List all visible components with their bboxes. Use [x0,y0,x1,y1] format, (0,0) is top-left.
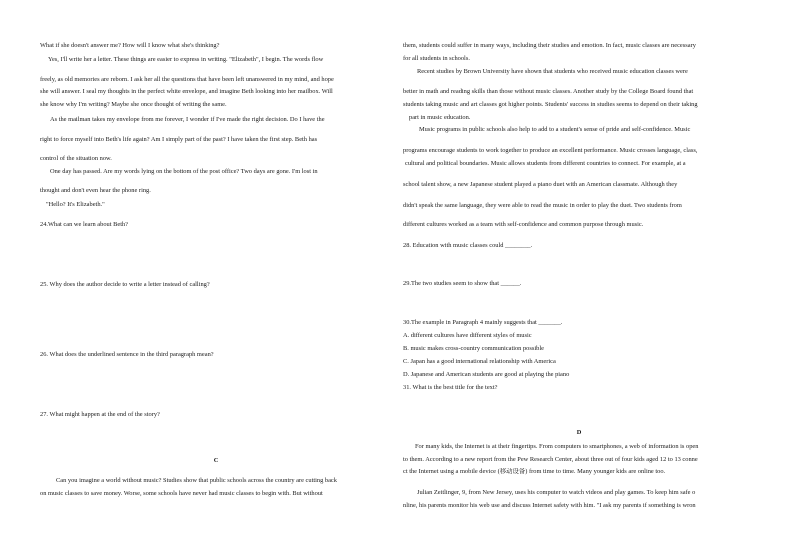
text-line: she will answer. I seal my thoughts in the perfect white envelope, and imagine Beth looking into her mailbox. Will [40,88,333,95]
text-line: better in math and reading skills than those without music classes. Another study by the College Board found that [403,88,694,95]
text-line: she know why I'm writing? Maybe she once thought of writing the same. [40,101,227,108]
text-line: As the mailman takes my envelope from me forever, I wonder if I've made the right decision. Do I have the [50,116,325,123]
question-30: 30.The example in Paragraph 4 mainly suggests that _______. [403,319,563,326]
text-line: students taking music and art classes got higher points. Students' success in studies seems to depend on their taking [403,101,698,108]
text-line: cultural and political boundaries. Music allows students from different countries to connect. For example, at a [405,160,686,167]
section-heading-d: D [576,429,582,436]
question-27: 27. What might happen at the end of the story? [40,411,160,418]
text-line: nline, his parents monitor his web use and discuss Internet safety with him. "I ask my parents if something is wron [403,502,696,509]
section-heading-c: C [213,457,219,464]
text-line: control of the situation now. [40,155,112,162]
text-line: For many kids, the Internet is at their fingertips. From computers to smartphones, a web of information is open [415,443,699,450]
question-31: 31. What is the best title for the text? [403,384,498,391]
text-line: programs encourage students to work together to produce an excellent performance. Music crosses language, class, [403,147,698,154]
text-line: ct the Internet using a mobile device (移动设备) from time to time. Many younger kids are online too. [403,468,666,475]
text-line: "Hello? It's Elizabeth." [46,201,105,208]
question-25: 25. Why does the author decide to write a letter instead of calling? [40,281,210,288]
text-line: Music programs in public schools also help to add to a student's sense of pride and self-confidence. Music [419,126,691,133]
text-line: school talent show, a new Japanese student played a piano duet with an American classmate. Although they [403,181,678,188]
option-c[interactable]: C. Japan has a good international relationship with America [403,358,556,365]
text-line: Recent studies by Brown University have shown that students who received music education classes were [417,68,688,75]
question-26: 26. What does the underlined sentence in the third paragraph mean? [40,351,214,358]
question-29: 29.The two studies seem to show that ______. [403,280,522,287]
question-24: 24.What can we learn about Beth? [40,221,129,228]
text-line: on music classes to save money. Worse, some schools have never had music classes to begin with. But without [40,490,323,497]
text-line: for all students in schools. [403,55,470,62]
option-d[interactable]: D. Japanese and American students are good at playing the piano [403,371,570,378]
text-line: thought and don't even hear the phone ring. [40,187,151,194]
text-line: them, students could suffer in many ways, including their studies and emotion. In fact, music classes are necessary [403,42,696,49]
text-line: Can you imagine a world without music? Studies show that public schools across the country are cutting back [56,477,337,484]
text-line: One day has passed. Are my words lying on the bottom of the post office? Two days are gone. I'm lost in [50,168,318,175]
text-line: right to force myself into Beth's life again? Am I simply part of the past? I have taken the first step. Beth has [40,136,318,143]
option-a[interactable]: A. different cultures have different styles of music [403,332,532,339]
text-line: Julian Zeitlinger, 9, from New Jersey, uses his computer to watch videos and play games. To keep him safe o [417,489,696,496]
option-b[interactable]: B. music makes cross-country communication possible [403,345,544,352]
text-line: Yes, I'll write her a letter. These things are easier to express in writing. "Elizabeth", I begin. The words flow [48,56,324,63]
text-line: part in music education. [409,114,471,121]
text-line: What if she doesn't answer me? How will I know what she's thinking? [40,42,220,49]
text-line: different cultures worked as a team with self-confidence and common purpose through music. [403,221,644,228]
text-line: to them. According to a new report from the Pew Research Center, about three out of four kids aged 12 to 13 conne [403,456,698,463]
question-28: 28. Education with music classes could ________. [403,242,533,249]
text-line: didn't speak the same language, they were able to read the music in order to play the duet. Two students from [403,202,682,209]
text-line: freely, as old memories are reborn. I ask her all the questions that have been left unanswered in my mind, and hope [40,76,334,83]
